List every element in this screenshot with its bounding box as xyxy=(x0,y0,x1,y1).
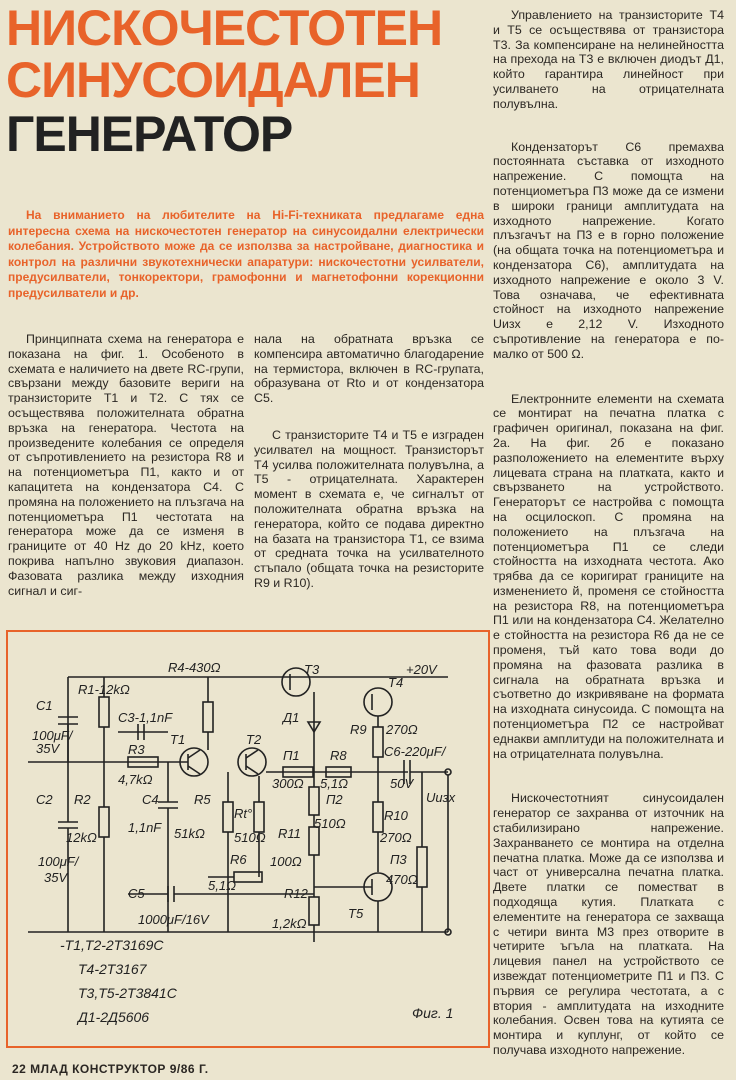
label-c2-value: 100μF/ xyxy=(38,854,79,869)
label-c1: C1 xyxy=(36,698,53,713)
label-c4: C4 xyxy=(142,792,159,807)
parts-line-1: -T1,T2-2T3169C xyxy=(60,937,164,953)
article-title xyxy=(6,2,496,160)
label-c1-voltage: 35V xyxy=(36,741,60,756)
label-p3: П3 xyxy=(390,852,407,867)
label-rt: Rt° xyxy=(234,806,253,821)
column-2-paragraph-1: нала на обратната връзка се компенсира автоматично благодарение на термистора, включен в RC-групата, образувана от Rto и от кондензатора С5. xyxy=(254,332,484,406)
label-r1: R1-12kΩ xyxy=(78,682,130,697)
label-p2: П2 xyxy=(326,792,343,807)
label-c2: C2 xyxy=(36,792,53,807)
column-1-paragraph-1: Принципната схема на генератора е показана на фиг. 1. Особеното в схемата е наличието на двете RC-групи, свързани между базовите вериги на транзисторите Т1 и Т2. С тях се осъществява положителната обратна връзка на генератора. Честота на произведените колебания се определя от съпротивлението на резистора R8 и на потенциометъра П1, както и от капацитета на кондензатора С4. С промяна на положението на плъзгача на потенциометъра П1 честотата на генератора може да се изменя в границите от 40 Hz до 20 kHz, което покрива напълно звуковия диапазон. Фазовата разлика между изходния сигнал и сиг- xyxy=(8,332,244,598)
label-uout: Uизх xyxy=(426,790,456,805)
label-r5-value: 51kΩ xyxy=(174,826,205,841)
label-p3-value: 470Ω xyxy=(386,872,418,887)
label-c2-voltage: 35V xyxy=(44,870,68,885)
label-c5: C5 xyxy=(128,886,145,901)
circuit-figure xyxy=(6,630,490,1048)
label-c4-value: 1,1nF xyxy=(128,820,162,835)
column-1 xyxy=(8,332,244,612)
label-r10: R10 xyxy=(384,808,408,823)
label-c5-value: 1000μF/16V xyxy=(138,912,209,927)
column-2 xyxy=(254,332,484,605)
title-line-3: ГЕНЕРАТОР xyxy=(6,106,293,162)
column-3-paragraph-3: Електронните елементи на схемата се монтират на печатна платка с графичен оригинал, показана на фиг. 2а. На фиг. 2б е показано разположението на елементите върху лицевата страна на платката, както и свързването на устройството. Генераторът се настройва с помощта на осцилоскоп. С промяна на положението на плъзгача на потенциометъра П1 се следи стойността на изходната честота. Ако трябва да се коригират границите на изменението й, променя се стойността на резистора R8, на потенциометъра П1 или на кондензатора С4. Желателно е стойността на резистора R6 да не се променя, тъй като това води до промяна на фазовата разлика в сигнала на обратната връзка и съответно до изкривяване на формата на изходната синусоида. С помощта на потенциометъра П2 се настройват еднакви амплитуди на положителната и на отрицателната полувълна. xyxy=(493,391,724,761)
lead-paragraph: На вниманието на любителите на Hi-Fi-техниката предлагаме една интересна схема на нискочестотен генератор на синусоидални електрически колебания. Устройството може да се използва за настройване, диагностика и контрол на различни звукотехнически апаратури: нискочестотни усилватели, предусилватели, тонкоректори, грамофонни и магнетофонни корекционни предусилватели и др. xyxy=(8,208,484,300)
title-line-2: СИНУСОИДАЛЕН xyxy=(6,52,420,108)
label-p1: П1 xyxy=(283,748,300,763)
circuit-schematic xyxy=(8,632,488,1046)
label-rt-value: 510Ω xyxy=(234,830,266,845)
label-t5: T5 xyxy=(348,906,364,921)
label-d1: Д1 xyxy=(283,710,300,725)
label-t1: T1 xyxy=(170,732,186,747)
column-3-paragraph-2: Кондензаторът С6 премахва постоянната съставка от изходното напрежение. С помощта на потенциометъра П3 може да се измени в широки граници амплитудата на изходното напрежение. Когато плъзгачът на П3 е в горно положение (на общата точка на потенциометъра и кондензатора С6), амплитудата на изходното напрежение е около 3 V. Това означава, че ефективната стойност на изходното напрежение Uизх е 2,12 V. Изходното съпротивление на генератора е по-малко от 500 Ω. xyxy=(493,139,724,361)
label-r4: R4-430Ω xyxy=(168,660,221,675)
label-r11: R11 xyxy=(278,826,301,841)
parts-line-3: T3,T5-2T3841C xyxy=(78,985,177,1001)
label-c6-voltage: 50V xyxy=(390,776,414,791)
label-r11-value: 100Ω xyxy=(270,854,302,869)
label-t2: T2 xyxy=(246,732,262,747)
label-r8-value: 5,1Ω xyxy=(320,776,348,791)
label-r12-value: 1,2kΩ xyxy=(272,916,307,931)
label-t4: T4 xyxy=(388,675,404,690)
label-r6: R6 xyxy=(230,852,247,867)
parts-line-4: Д1-2Д5606 xyxy=(78,1009,150,1025)
label-c1-value: 100μF/ xyxy=(32,728,73,743)
column-2-paragraph-2: С транзисторите Т4 и Т5 е изграден усилвател на мощност. Транзисторът Т4 усилва положителната полувълна, а Т5 - отрицателната. Характерен момент в схемата е, че сигналът от положителната обратна връзка на генератора, който се подава директно на базата на транзистора Т1, се взима от средната точка на усилвателното стъпало (общата точка на резисторите R9 и R10). xyxy=(254,427,484,590)
label-t3: T3 xyxy=(304,662,320,677)
column-3-paragraph-1: Управлението на транзисторите Т4 и Т5 се осъществява от транзистора Т3. За компенсиране на нелинейността на прехода на Т3 е включен диодът Д1, който гарантира линейност при усилването на отрицателната полувълна. xyxy=(493,8,724,111)
column-3-paragraph-4: Нискочестотният синусоидален генератор се захранва от източник на стабилизирано напрежение. Захранването се монтира на отделна печатна платка. Може да се използва и част от универсална печатна платка. Двете платки се поместват в подходяща кутия. Платката с елементите на генератора се захваща с четири винта М3 през отворите в четирите ъгъла на платката. На лицевия панел на устройството се извеждат потенциометрите П1 и П3. С първия се регулира честотата, а с втория - амплитудата на изходните колебания. Освен това на кутията се монтира и куплунг, от който се получава изходното напрежение. xyxy=(493,791,724,1057)
label-c3: C3-1,1nF xyxy=(118,710,173,725)
label-r8: R8 xyxy=(330,748,347,763)
label-r3-value: 4,7kΩ xyxy=(118,772,153,787)
label-r9-value: 270Ω xyxy=(386,722,418,737)
page-footer: 22 МЛАД КОНСТРУКТОР 9/86 Г. xyxy=(12,1062,209,1076)
label-c6: C6-220μF/ xyxy=(384,744,446,759)
label-r12: R12 xyxy=(284,886,308,901)
figure-caption: Фиг. 1 xyxy=(412,1005,454,1021)
title-line-1: НИСКОЧЕСТОТЕН xyxy=(6,0,443,56)
label-r10-value: 270Ω xyxy=(380,830,412,845)
label-r9: R9 xyxy=(350,722,367,737)
label-supply: +20V xyxy=(406,662,437,677)
parts-line-2: T4-2T3167 xyxy=(78,961,147,977)
label-r2: R2 xyxy=(74,792,91,807)
label-r5: R5 xyxy=(194,792,211,807)
label-p2-value: 510Ω xyxy=(314,816,346,831)
label-r3: R3 xyxy=(128,742,145,757)
column-3 xyxy=(493,8,724,1072)
label-r2-value: 12kΩ xyxy=(66,830,97,845)
label-r6-value: 5,1Ω xyxy=(208,878,236,893)
label-p1-value: 300Ω xyxy=(272,776,304,791)
